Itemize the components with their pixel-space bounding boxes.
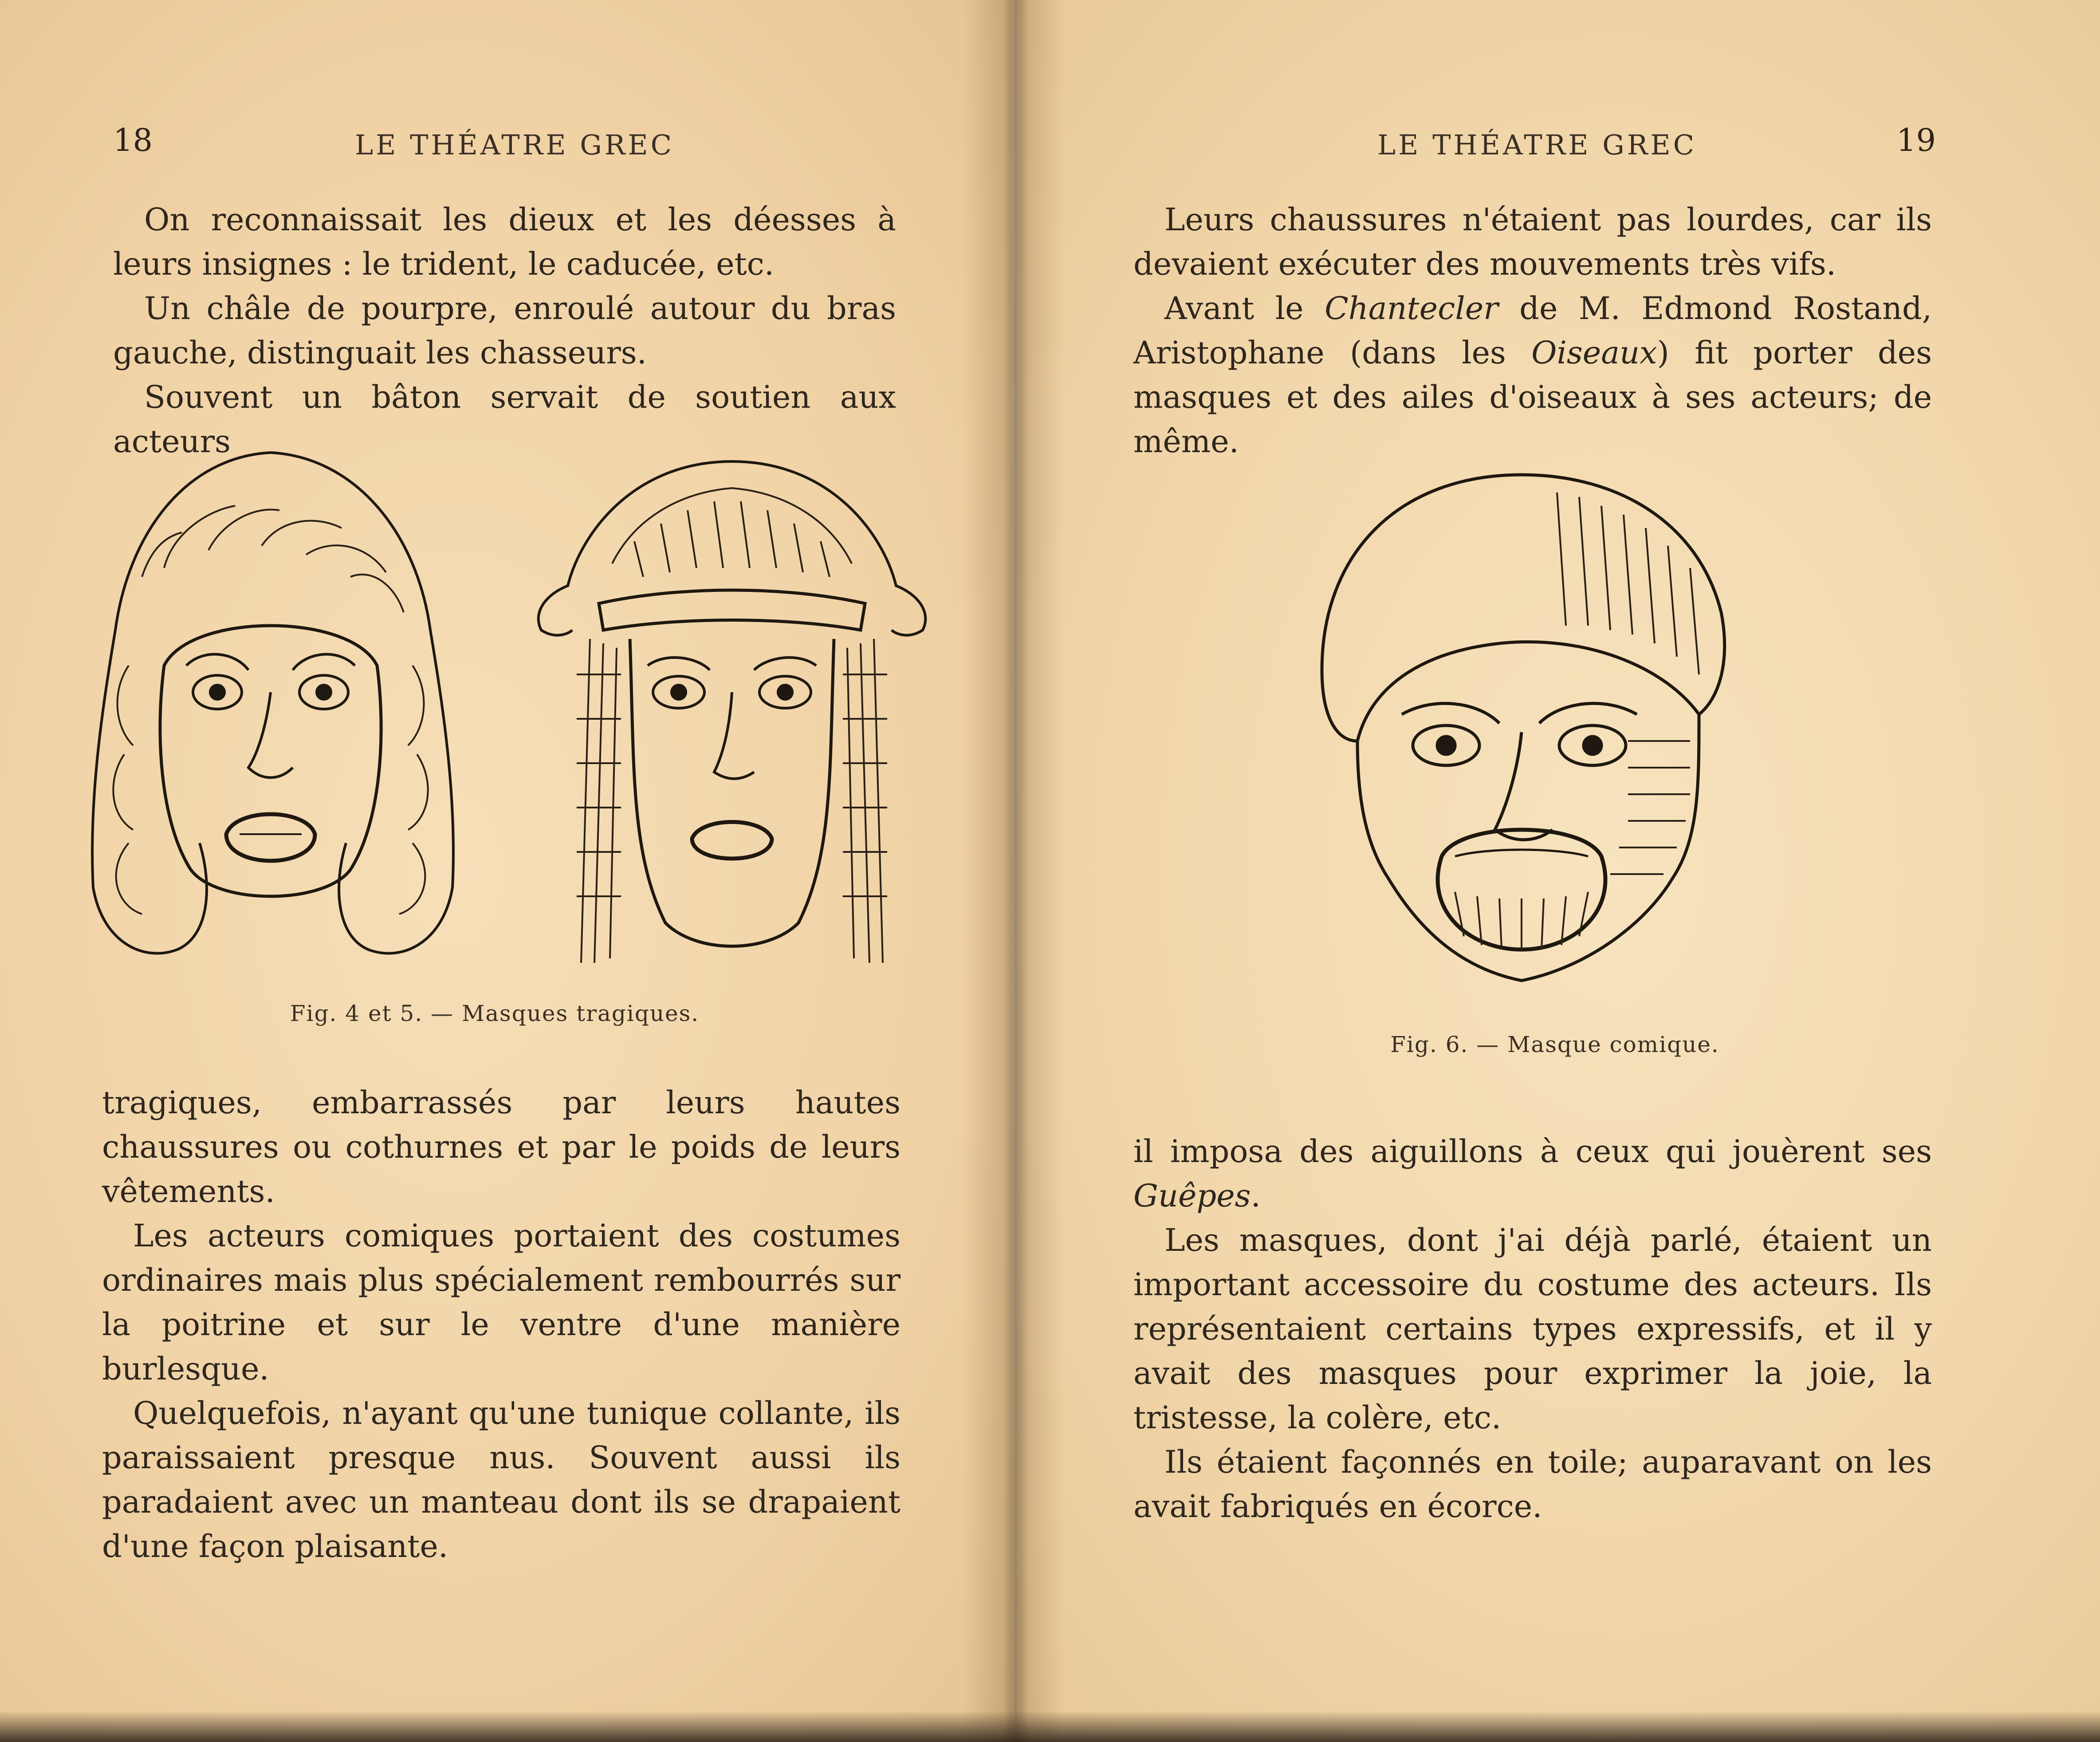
- text-block-top: [113, 197, 896, 464]
- text-run: ) fit porter des masques et des ailes d'oiseaux à ses acteurs; de même.: [1133, 335, 1932, 460]
- comic-mask-illustration: [1309, 466, 1734, 998]
- text-block-bottom: [1133, 1129, 1932, 1529]
- text-run: Avant le: [1164, 290, 1325, 327]
- paragraph: Quelquefois, n'ayant qu'une tunique collante, ils paraissaient presque nus. Souvent aussi ils paradaient avec un manteau dont ils se drapaient d'une façon plaisante.: [102, 1395, 901, 1565]
- paragraph: On reconnaissait les dieux et les déesses à leurs insignes : le trident, le caducée, etc.: [113, 201, 896, 282]
- right-page: [1020, 0, 2100, 1742]
- running-head: LE THÉATRE GREC: [355, 129, 675, 161]
- page-number: 18: [113, 122, 153, 158]
- text-run: il imposa des aiguillons à ceux qui jouèrent ses: [1133, 1133, 1932, 1170]
- tragic-mask-drawing: [75, 444, 466, 981]
- italic-title: Chantecler: [1325, 290, 1498, 327]
- paragraph: [1133, 1129, 1932, 1218]
- tragic-mask-illustration: [501, 453, 967, 981]
- paragraph: Souvent un bâton servait de soutien aux acteurs: [113, 379, 896, 460]
- left-page: [0, 0, 1011, 1742]
- paragraph: tragiques, embarrassés par leurs hautes chaussures ou cothurnes et par le poids de leurs vêtements.: [102, 1084, 901, 1210]
- book-gutter: [963, 0, 1065, 1742]
- paragraph: Les acteurs comiques portaient des costumes ordinaires mais plus spécialement rembourrés sur la poitrine et sur le ventre d'une manière burlesque.: [102, 1218, 901, 1387]
- italic-title: Oiseaux: [1531, 335, 1657, 371]
- text-run: .: [1251, 1178, 1261, 1214]
- italic-title: Guêpes: [1133, 1178, 1251, 1214]
- running-head: LE THÉATRE GREC: [1377, 129, 1697, 161]
- paragraph: Ils étaient façonnés en toile; auparavant on les avait fabriqués en écorce.: [1133, 1444, 1932, 1525]
- text-block-bottom: [102, 1080, 901, 1569]
- paragraph: Les masques, dont j'ai déjà parlé, étaient un important accessoire du costume des acteurs. Ils représentaient certains types expressifs, et il y avait des masques pour exprimer la joie, la tristesse, la colère, etc.: [1133, 1222, 1932, 1436]
- comic-mask-drawing: [1309, 466, 1734, 998]
- tragic-mask-illustration: [75, 444, 466, 981]
- text-block-top: [1133, 197, 1932, 464]
- paragraph: Un châle de pourpre, enroulé autour du bras gauche, distinguait les chasseurs.: [113, 290, 896, 371]
- paragraph: [1133, 286, 1932, 464]
- text-run: de M. Edmond Rostand, Aristophane (dans les: [1133, 290, 1932, 371]
- page-number: 19: [1896, 122, 1936, 158]
- page-edge-shadow: [0, 1711, 2100, 1742]
- paragraph: Leurs chaussures n'étaient pas lourdes, car ils devaient exécuter des mouvements très vifs.: [1133, 201, 1932, 282]
- tragic-mask-drawing: [501, 453, 967, 981]
- figure-caption: Fig. 4 et 5. — Masques tragiques.: [290, 1001, 700, 1026]
- figure-caption: Fig. 6. — Masque comique.: [1390, 1032, 1719, 1057]
